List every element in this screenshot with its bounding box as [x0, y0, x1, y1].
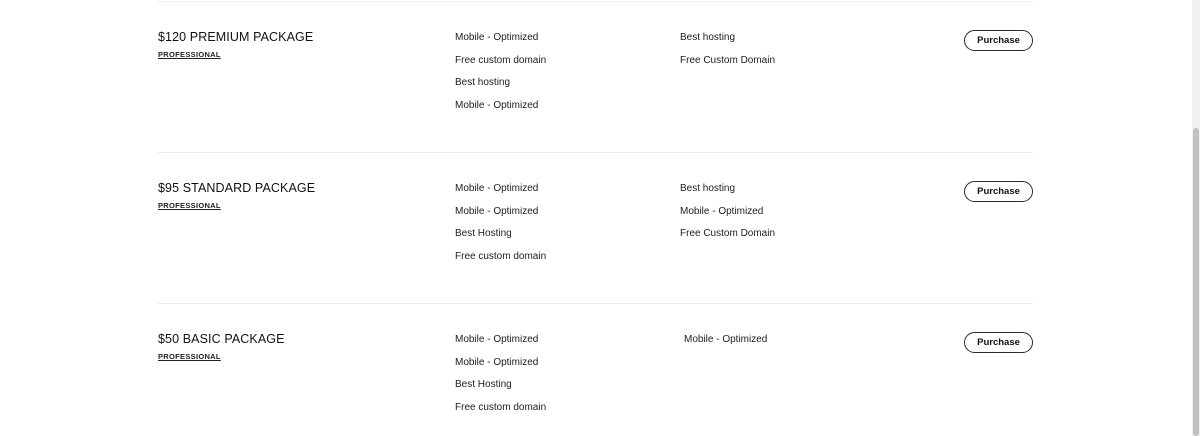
scrollbar-track[interactable]	[1192, 0, 1200, 436]
feature-list-secondary	[680, 32, 775, 77]
feature-list-primary	[455, 334, 546, 424]
feature-item: Free Custom Domain	[680, 54, 776, 66]
package-title: $120 PREMIUM PACKAGE	[158, 30, 314, 44]
feature-item: Mobile - Optimized	[680, 205, 764, 217]
feature-item: Mobile - Optimized	[455, 334, 539, 345]
feature-list-secondary	[684, 334, 767, 357]
feature-item: Best hosting	[455, 77, 511, 88]
package-title: $95 STANDARD PACKAGE	[158, 181, 316, 195]
feature-item: Free custom domain	[455, 250, 547, 262]
purchase-button[interactable]: Purchase	[964, 181, 1033, 202]
feature-list-secondary	[680, 183, 775, 251]
feature-item: Mobile - Optimized	[455, 205, 539, 217]
feature-item: Free custom domain	[455, 54, 547, 66]
feature-item: Best Hosting	[455, 379, 512, 390]
package-tier-link[interactable]: PROFESSIONAL	[158, 50, 221, 59]
package-row-basic	[158, 304, 1033, 436]
feature-item: Mobile - Optimized	[684, 334, 768, 345]
package-row-standard	[158, 153, 1033, 304]
feature-item: Free custom domain	[455, 401, 547, 413]
package-title: $50 BASIC PACKAGE	[158, 332, 285, 346]
package-tier-link[interactable]: PROFESSIONAL	[158, 201, 221, 210]
purchase-button[interactable]: Purchase	[964, 30, 1033, 51]
package-row-premium	[158, 2, 1033, 153]
package-tier-link[interactable]: PROFESSIONAL	[158, 352, 221, 361]
feature-item: Best hosting	[680, 183, 736, 194]
purchase-button[interactable]: Purchase	[964, 332, 1033, 353]
feature-item: Mobile - Optimized	[455, 99, 539, 111]
feature-item: Mobile - Optimized	[455, 183, 539, 194]
feature-item: Free Custom Domain	[680, 228, 776, 239]
feature-item: Mobile - Optimized	[455, 356, 539, 368]
feature-item: Best hosting	[680, 32, 736, 43]
feature-item: Mobile - Optimized	[455, 32, 539, 43]
feature-item: Best Hosting	[455, 228, 512, 239]
feature-list-primary	[455, 183, 546, 273]
scrollbar-thumb[interactable]	[1193, 128, 1199, 436]
feature-list-primary	[455, 32, 546, 122]
